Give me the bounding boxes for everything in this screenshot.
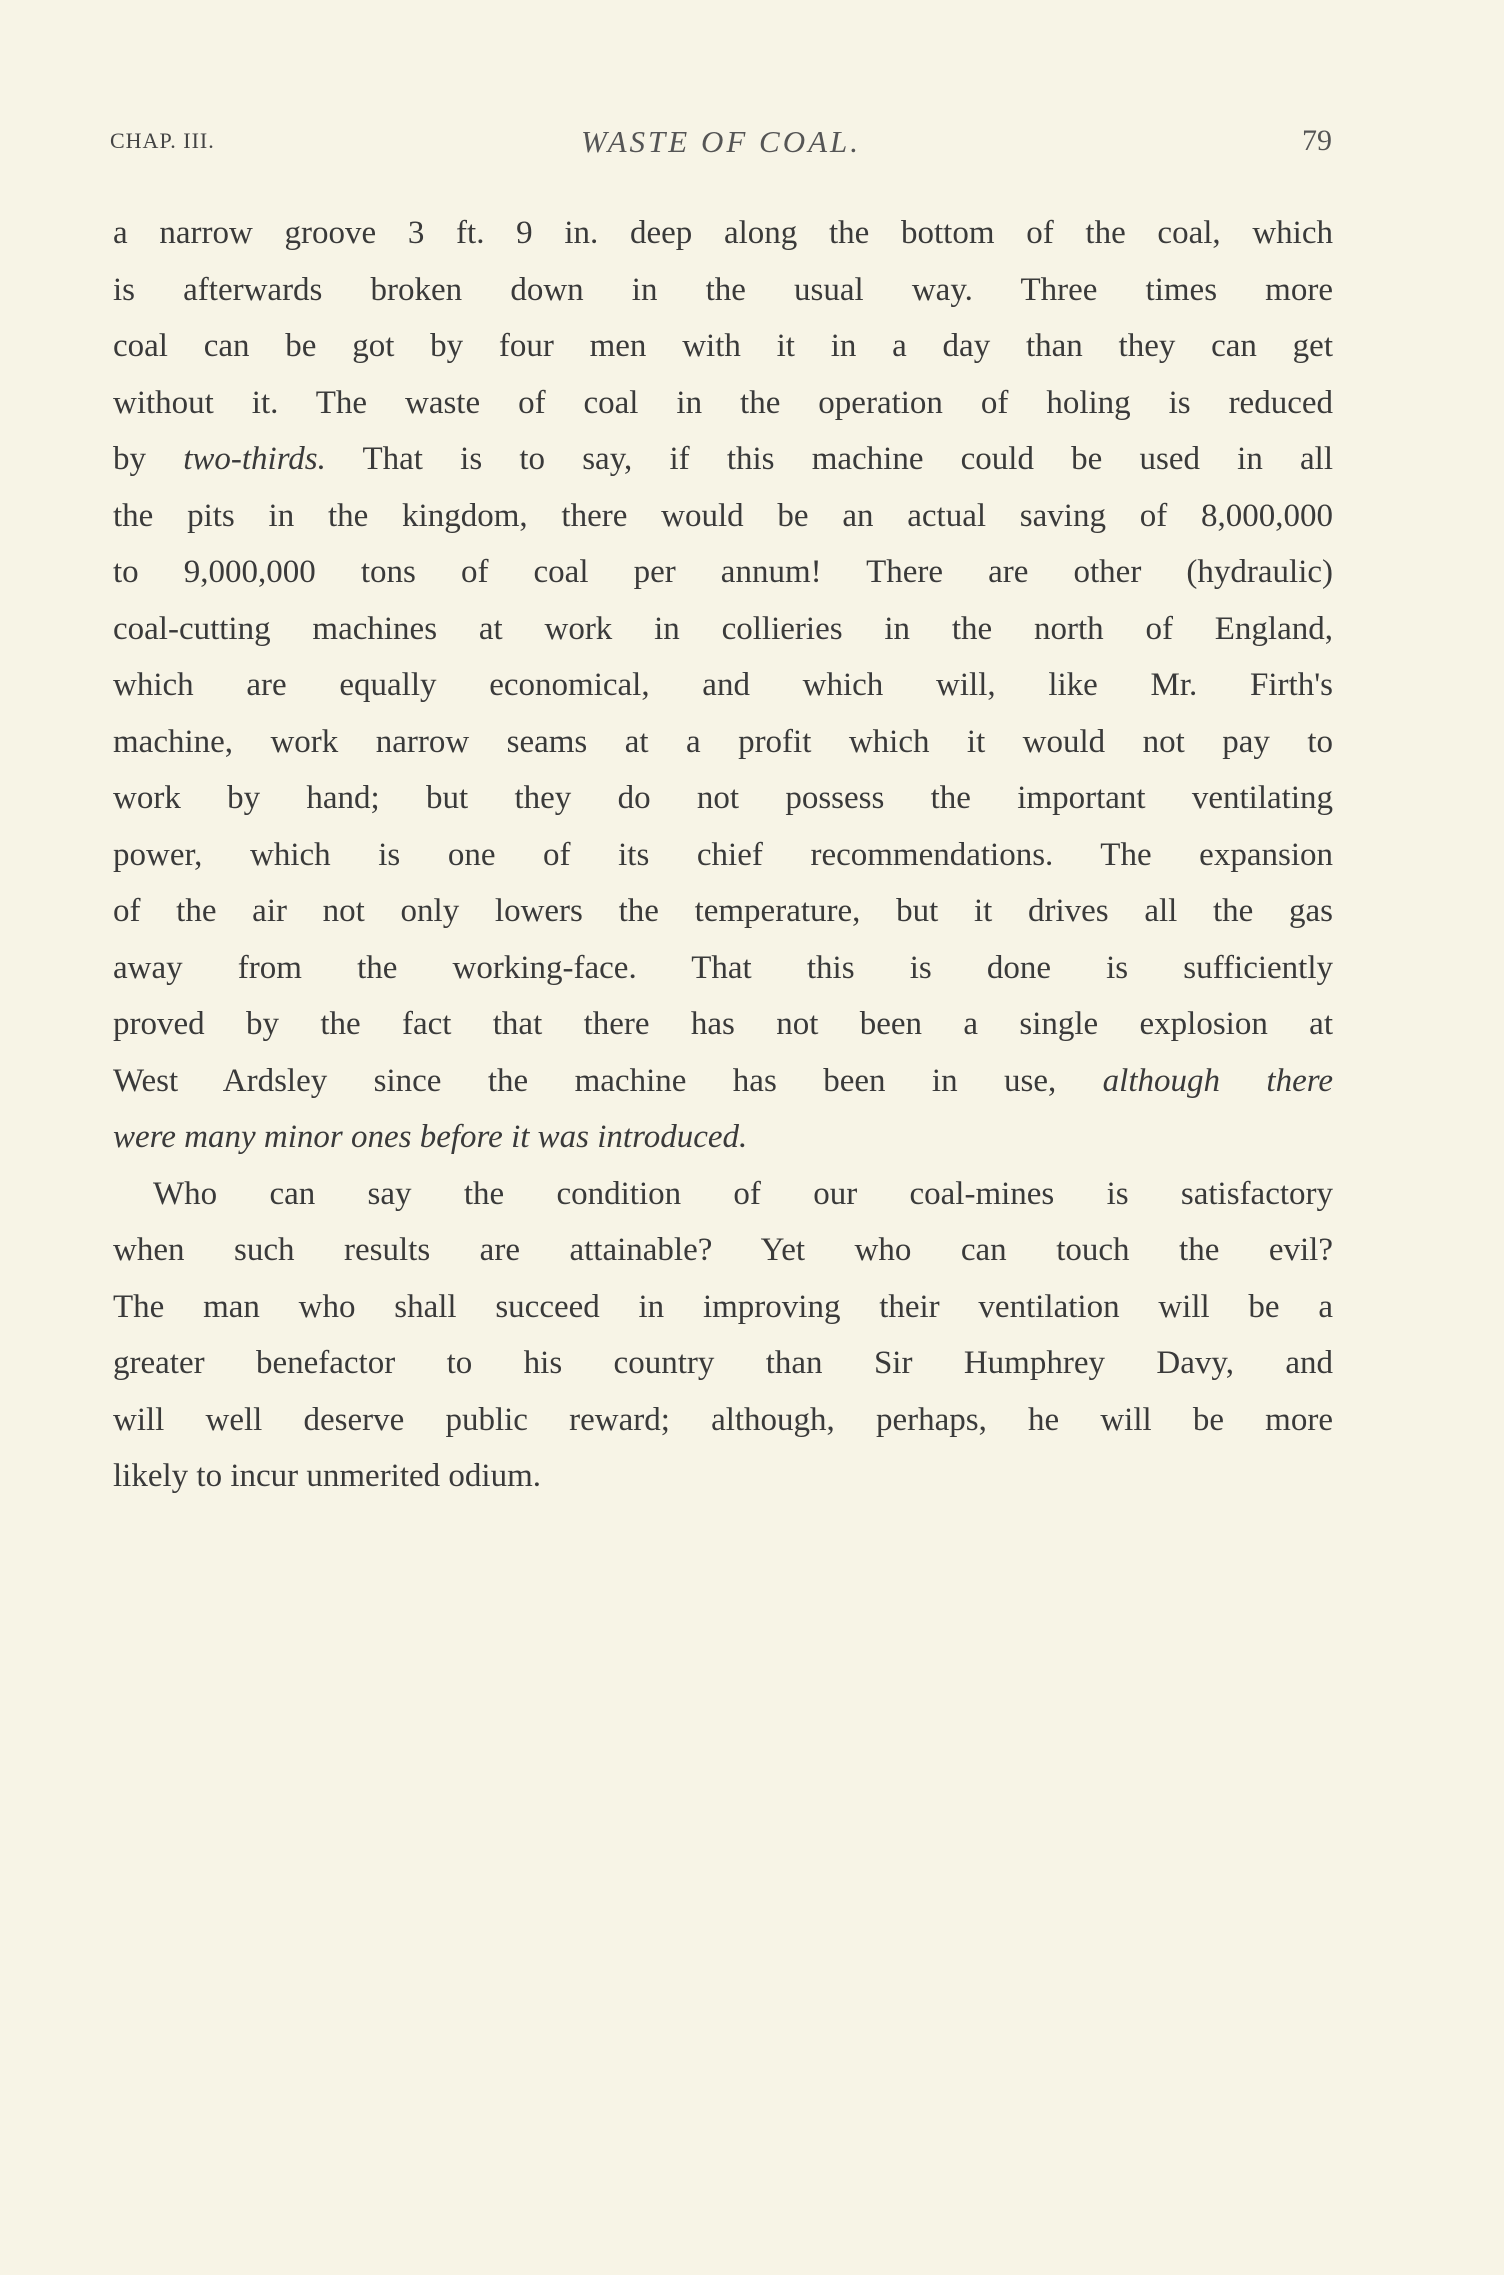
text-run: of the air not only lowers the temperature, but it drives all the gas (113, 893, 1333, 929)
body-text (113, 205, 1333, 1505)
page-number: 79 (1302, 124, 1332, 157)
text-run: by (113, 441, 184, 477)
text-line (113, 262, 1333, 319)
text-run: to 9,000,000 tons of coal per annum! There are other (hydraulic) (113, 554, 1333, 590)
text-line (113, 1279, 1333, 1336)
chapter-label: CHAP. III. (110, 128, 215, 153)
text-run: power, which is one of its chief recommendations. The expansion (113, 836, 1333, 873)
page-title: WASTE OF COAL. (580, 124, 862, 159)
text-line (113, 827, 1333, 884)
text-run: a narrow groove 3 ft. 9 in. deep along the bottom of the coal, which (113, 215, 1333, 251)
text-line (113, 940, 1333, 997)
text-run: likely to incur unmerited odium. (113, 1458, 542, 1494)
text-run: the pits in the kingdom, there would be an actual saving of 8,000,000 (113, 497, 1333, 534)
text-line (113, 1335, 1333, 1392)
text-run: when such results are attainable? Yet who can touch the evil? (113, 1232, 1333, 1268)
text-line (113, 544, 1333, 601)
text-line (113, 488, 1333, 545)
text-line (113, 1222, 1333, 1279)
paragraph-last-line (113, 1448, 1333, 1505)
text-run: will well deserve public reward; although, perhaps, he will be more (113, 1401, 1333, 1438)
text-line (113, 657, 1333, 714)
text-run: West Ardsley since the machine has been in use, (113, 1062, 1103, 1099)
paragraph-last-line (113, 1109, 1333, 1166)
text-line (113, 318, 1333, 375)
text-line (113, 714, 1333, 771)
text-line (113, 1053, 1333, 1110)
text-line (113, 1392, 1333, 1449)
text-run: work by hand; but they do not possess the important ventilating (113, 780, 1333, 816)
text-run: The man who shall succeed in improving their ventilation will be a (113, 1288, 1333, 1325)
text-run: Who can say the condition of our coal-mines is satisfactory (153, 1175, 1333, 1212)
text-line (113, 601, 1333, 658)
text-run: proved by the fact that there has not been a single explosion at (113, 1006, 1333, 1042)
text-run: coal can be got by four men with it in a day than they can get (113, 328, 1333, 364)
text-line (113, 996, 1333, 1053)
text-run: which are equally economical, and which will, like Mr. Firth's (113, 667, 1333, 703)
text-line (113, 770, 1333, 827)
text-run: coal-cutting machines at work in collieries in the north of England, (113, 610, 1333, 647)
text-run: That is to say, if this machine could be used in all (325, 441, 1333, 477)
text-run: machine, work narrow seams at a profit which it would not pay to (113, 723, 1333, 760)
text-run: greater benefactor to his country than Sir Humphrey Davy, and (113, 1345, 1333, 1381)
paragraph-first-line (113, 1166, 1333, 1223)
italic-emphasis: two-thirds. (183, 441, 326, 477)
text-run: without it. The waste of coal in the operation of holing is reduced (113, 384, 1333, 421)
italic-emphasis: were many minor ones before it was introduced. (113, 1119, 748, 1155)
text-run: away from the working-face. That this is done is sufficiently (113, 949, 1333, 986)
text-line (113, 205, 1333, 262)
text-line (113, 431, 1333, 488)
text-run: is afterwards broken down in the usual way. Three times more (113, 271, 1333, 308)
running-head (110, 124, 1332, 164)
text-line (113, 375, 1333, 432)
text-line (113, 883, 1333, 940)
italic-emphasis: although there (1102, 1062, 1333, 1099)
